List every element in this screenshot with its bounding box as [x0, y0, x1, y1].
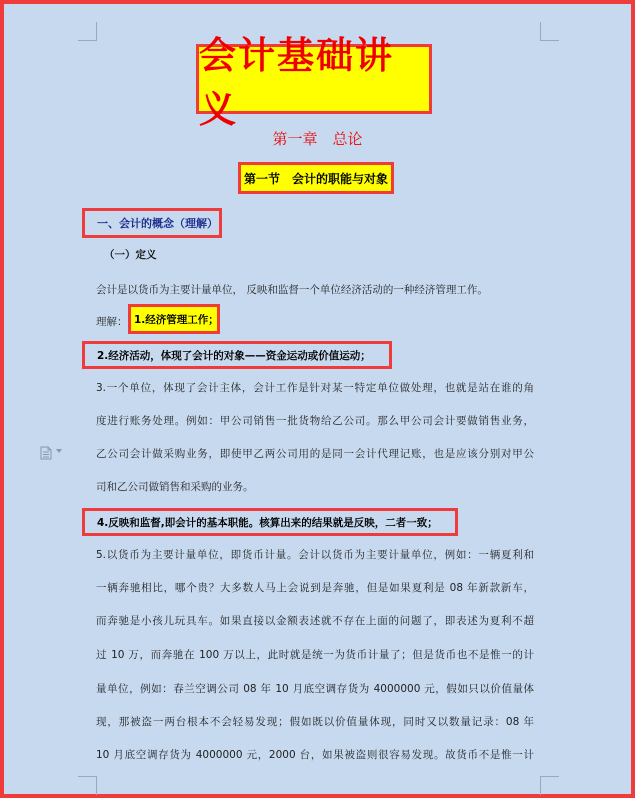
point-5-line: 10 月底空调存货为 4000000 元，2000 台，如果被盗则很容易发现。故货币不是惟一计 [96, 749, 534, 761]
chevron-down-icon[interactable] [56, 449, 62, 453]
understanding-label: 理解： [96, 316, 128, 328]
point-2-highlight [82, 341, 392, 369]
section-heading [238, 162, 394, 194]
point-3-line: 司和乙公司做销售和采购的业务。 [96, 481, 254, 493]
point-5-line: 5.以货币为主要计量单位，即货币计量。会计以货币为主要计量单位，例如：一辆夏利和 [96, 549, 534, 561]
heading-level-2: （一）定义 [104, 249, 157, 261]
heading-level-1 [82, 208, 222, 238]
point-1-highlight [128, 304, 220, 334]
point-4-highlight [82, 508, 458, 536]
section-heading-text: 第一节 会计的职能与对象 [243, 171, 388, 186]
corner-mark-top-left [78, 22, 97, 41]
point-5-line: 现，那被盗一两台根本不会轻易发现；假如既以价值量体现，同时又以数量记录：08 年 [96, 716, 534, 728]
heading-level-1-text: 一、会计的概念（理解） [97, 217, 218, 230]
document-title-text: 会计基础讲义 [199, 34, 394, 131]
chapter-heading: 第一章 总论 [272, 130, 363, 148]
point-4-text: 4.反映和监督,即会计的基本职能。核算出来的结果就是反映，二者一致； [97, 516, 438, 529]
point-5-line: 过 10 万，而奔驰在 100 万以上，此时就是统一为货币计量了；但是货币也不是惟一的计 [96, 649, 534, 661]
point-5-line: 而奔驰是小孩儿玩具车。如果直接以金额表述就不存在上面的问题了，即表述为夏利不超 [96, 615, 534, 627]
corner-mark-top-right [540, 22, 559, 41]
document-title [196, 34, 432, 131]
corner-mark-bottom-right [540, 776, 559, 795]
point-1-text: 1.经济管理工作； [134, 313, 219, 326]
document-icon[interactable] [40, 446, 52, 460]
point-3-line: 度进行账务处理。例如：甲公司销售一批货物给乙公司。那么甲公司会计要做销售业务， [96, 415, 534, 427]
point-5-line: 量单位，例如：春兰空调公司 08 年 10 月底空调存货为 4000000 元，假如只以价值量体 [96, 683, 534, 695]
definition-paragraph: 会计是以货币为主要计量单位， 反映和监督一个单位经济活动的一种经济管理工作。 [96, 284, 488, 296]
point-3-line: 乙公司会计做采购业务，即使甲乙两公司用的是同一会计代理记账，也是应该分别对甲公 [96, 448, 534, 460]
corner-mark-bottom-left [78, 776, 97, 795]
point-3-line: 3.一个单位，体现了会计主体，会计工作是针对某一特定单位做处理，也就是站在谁的角 [96, 382, 534, 394]
point-2-text: 2.经济活动，体现了会计的对象——资金运动或价值运动； [97, 349, 371, 362]
point-5-line: 一辆奔驰相比，哪个贵？大多数人马上会说到是奔驰，但是如果夏利是 08 年新款新车， [96, 582, 534, 594]
